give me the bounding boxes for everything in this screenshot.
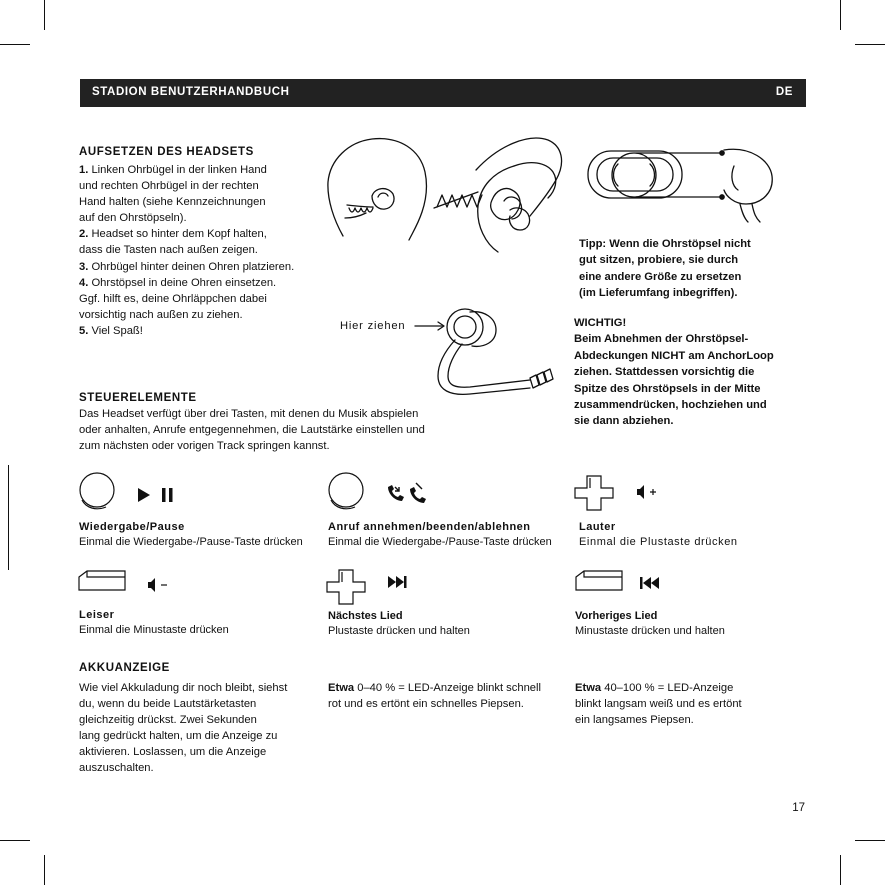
steuer-line: Das Headset verfügt über drei Tasten, mit denen du Musik abspielen [79,408,419,420]
round-button-icon [80,473,114,507]
akku-low [328,680,541,712]
step-line: 5. Viel Spaß! [79,324,143,337]
akku-line: lang gedrückt halten, um die Anzeige zu [79,730,278,743]
tip-line: Tipp: Wenn die Ohrstöpsel nicht [579,238,751,250]
step-line: Hand halten (siehe Kennzeichnungen [79,196,266,209]
control-title: Nächstes Lied [328,610,403,622]
control-title: Leiser [79,609,115,621]
minus-button-icon [576,571,622,590]
steuer-line: oder anhalten, Anrufe entgegennehmen, die Lautstärke einstellen und [79,424,425,437]
control-previous [575,610,725,637]
akku-high-line: blinkt langsam weiß und es ertönt [575,698,742,711]
tip-line: gut sitzen, probiere, sie durch [579,254,739,267]
control-call [328,521,552,548]
control-desc: Einmal die Minustaste drücken [79,624,229,636]
steuer-line: zum nächsten oder vorigen Track springen kannst. [79,440,330,453]
akku-heading: AKKUANZEIGE [79,662,170,674]
control-desc: Plustaste drücken und halten [328,625,470,637]
control-title: Lauter [579,521,616,533]
speaker-icon [637,485,644,499]
round-button-icon [329,473,363,507]
step-line: 2. Headset so hinter dem Kopf halten, [79,228,267,241]
next-icon [388,576,404,588]
akku-line: du, wenn du beide Lautstärketasten [79,698,257,711]
step-line: dass die Tasten nach außen zeigen. [79,244,258,257]
control-title: Anruf annehmen/beenden/ablehnen [328,521,531,533]
control-desc: Einmal die Plustaste drücken [579,536,738,548]
wichtig-line: sie dann abziehen. [574,415,674,428]
control-volume-up [579,521,738,548]
step-line: 1. Linken Ohrbügel in der linken Hand [79,164,267,176]
akku-line: Wie viel Akkuladung dir noch bleibt, siehst [79,682,288,694]
page-title: STADION BENUTZERHANDBUCH [92,86,290,98]
step-line: 3. Ohrbügel hinter deinen Ohren platzieren. [79,260,295,273]
wichtig-line: Beim Abnehmen der Ohrstöpsel- [574,333,749,346]
wichtig-line: Spitze des Ohrstöpsels in der Mitte [574,382,761,395]
step-line: auf den Ohrstöpseln). [79,212,187,225]
control-play-pause [79,521,303,548]
step-line: vorsichtig nach außen zu ziehen. [79,308,243,321]
aufsetzen-heading: AUFSETZEN DES HEADSETS [79,146,254,158]
control-desc: Einmal die Wiedergabe-/Pause-Taste drücken [79,536,303,548]
akku-high-line: Etwa 40–100 % = LED-Anzeige [575,682,734,694]
control-desc: Einmal die Wiedergabe-/Pause-Taste drücken [328,536,552,548]
step-line: Ggf. hilft es, deine Ohrläppchen dabei [79,292,267,305]
phone-end-icon [410,487,426,503]
plus-button-icon [575,476,613,510]
speaker-icon [148,578,155,592]
akku-text [79,680,287,777]
control-volume-down [79,609,229,636]
akku-high-line: ein langsames Piepsen. [575,714,694,727]
plus-button-icon [327,570,365,604]
tip-line: eine andere Größe zu ersetzen [579,270,742,283]
wichtig-line: WICHTIG! [574,317,627,329]
wichtig-line: Abdeckungen NICHT am AnchorLoop [574,349,774,362]
play-icon [138,488,150,502]
akku-line: aktivieren. Loslassen, um die Anzeige [79,746,267,759]
akku-low-line: rot und es ertönt ein schnelles Piepsen. [328,698,524,711]
control-title: Vorheriges Lied [575,610,658,622]
steuer-heading: STEUERELEMENTE [79,392,197,404]
pull-label: Hier ziehen [340,320,406,332]
step-line: und rechten Ohrbügel in der rechten [79,180,259,193]
control-title: Wiedergabe/Pause [79,521,185,533]
pause-icon [162,488,166,502]
control-desc: Minustaste drücken und halten [575,625,725,637]
minus-button-icon [79,571,125,590]
akku-low-line: Etwa 0–40 % = LED-Anzeige blinkt schnell [328,682,542,694]
step-line: 4. Ohrstöpsel in deine Ohren einsetzen. [79,276,277,289]
previous-icon [640,577,643,589]
akku-high [575,680,742,728]
wichtig-line: zusammendrücken, hochziehen und [574,399,767,412]
akku-line: gleichzeitig drückst. Zwei Sekunden [79,714,257,727]
akku-line: auszuschalten. [79,762,154,775]
wichtig-line: ziehen. Stattdessen vorsichtig die [574,366,755,379]
page-number: 17 [792,802,805,814]
control-next [328,610,470,637]
tip-line: (im Lieferumfang inbegriffen). [579,287,738,300]
language-code: DE [775,86,793,98]
